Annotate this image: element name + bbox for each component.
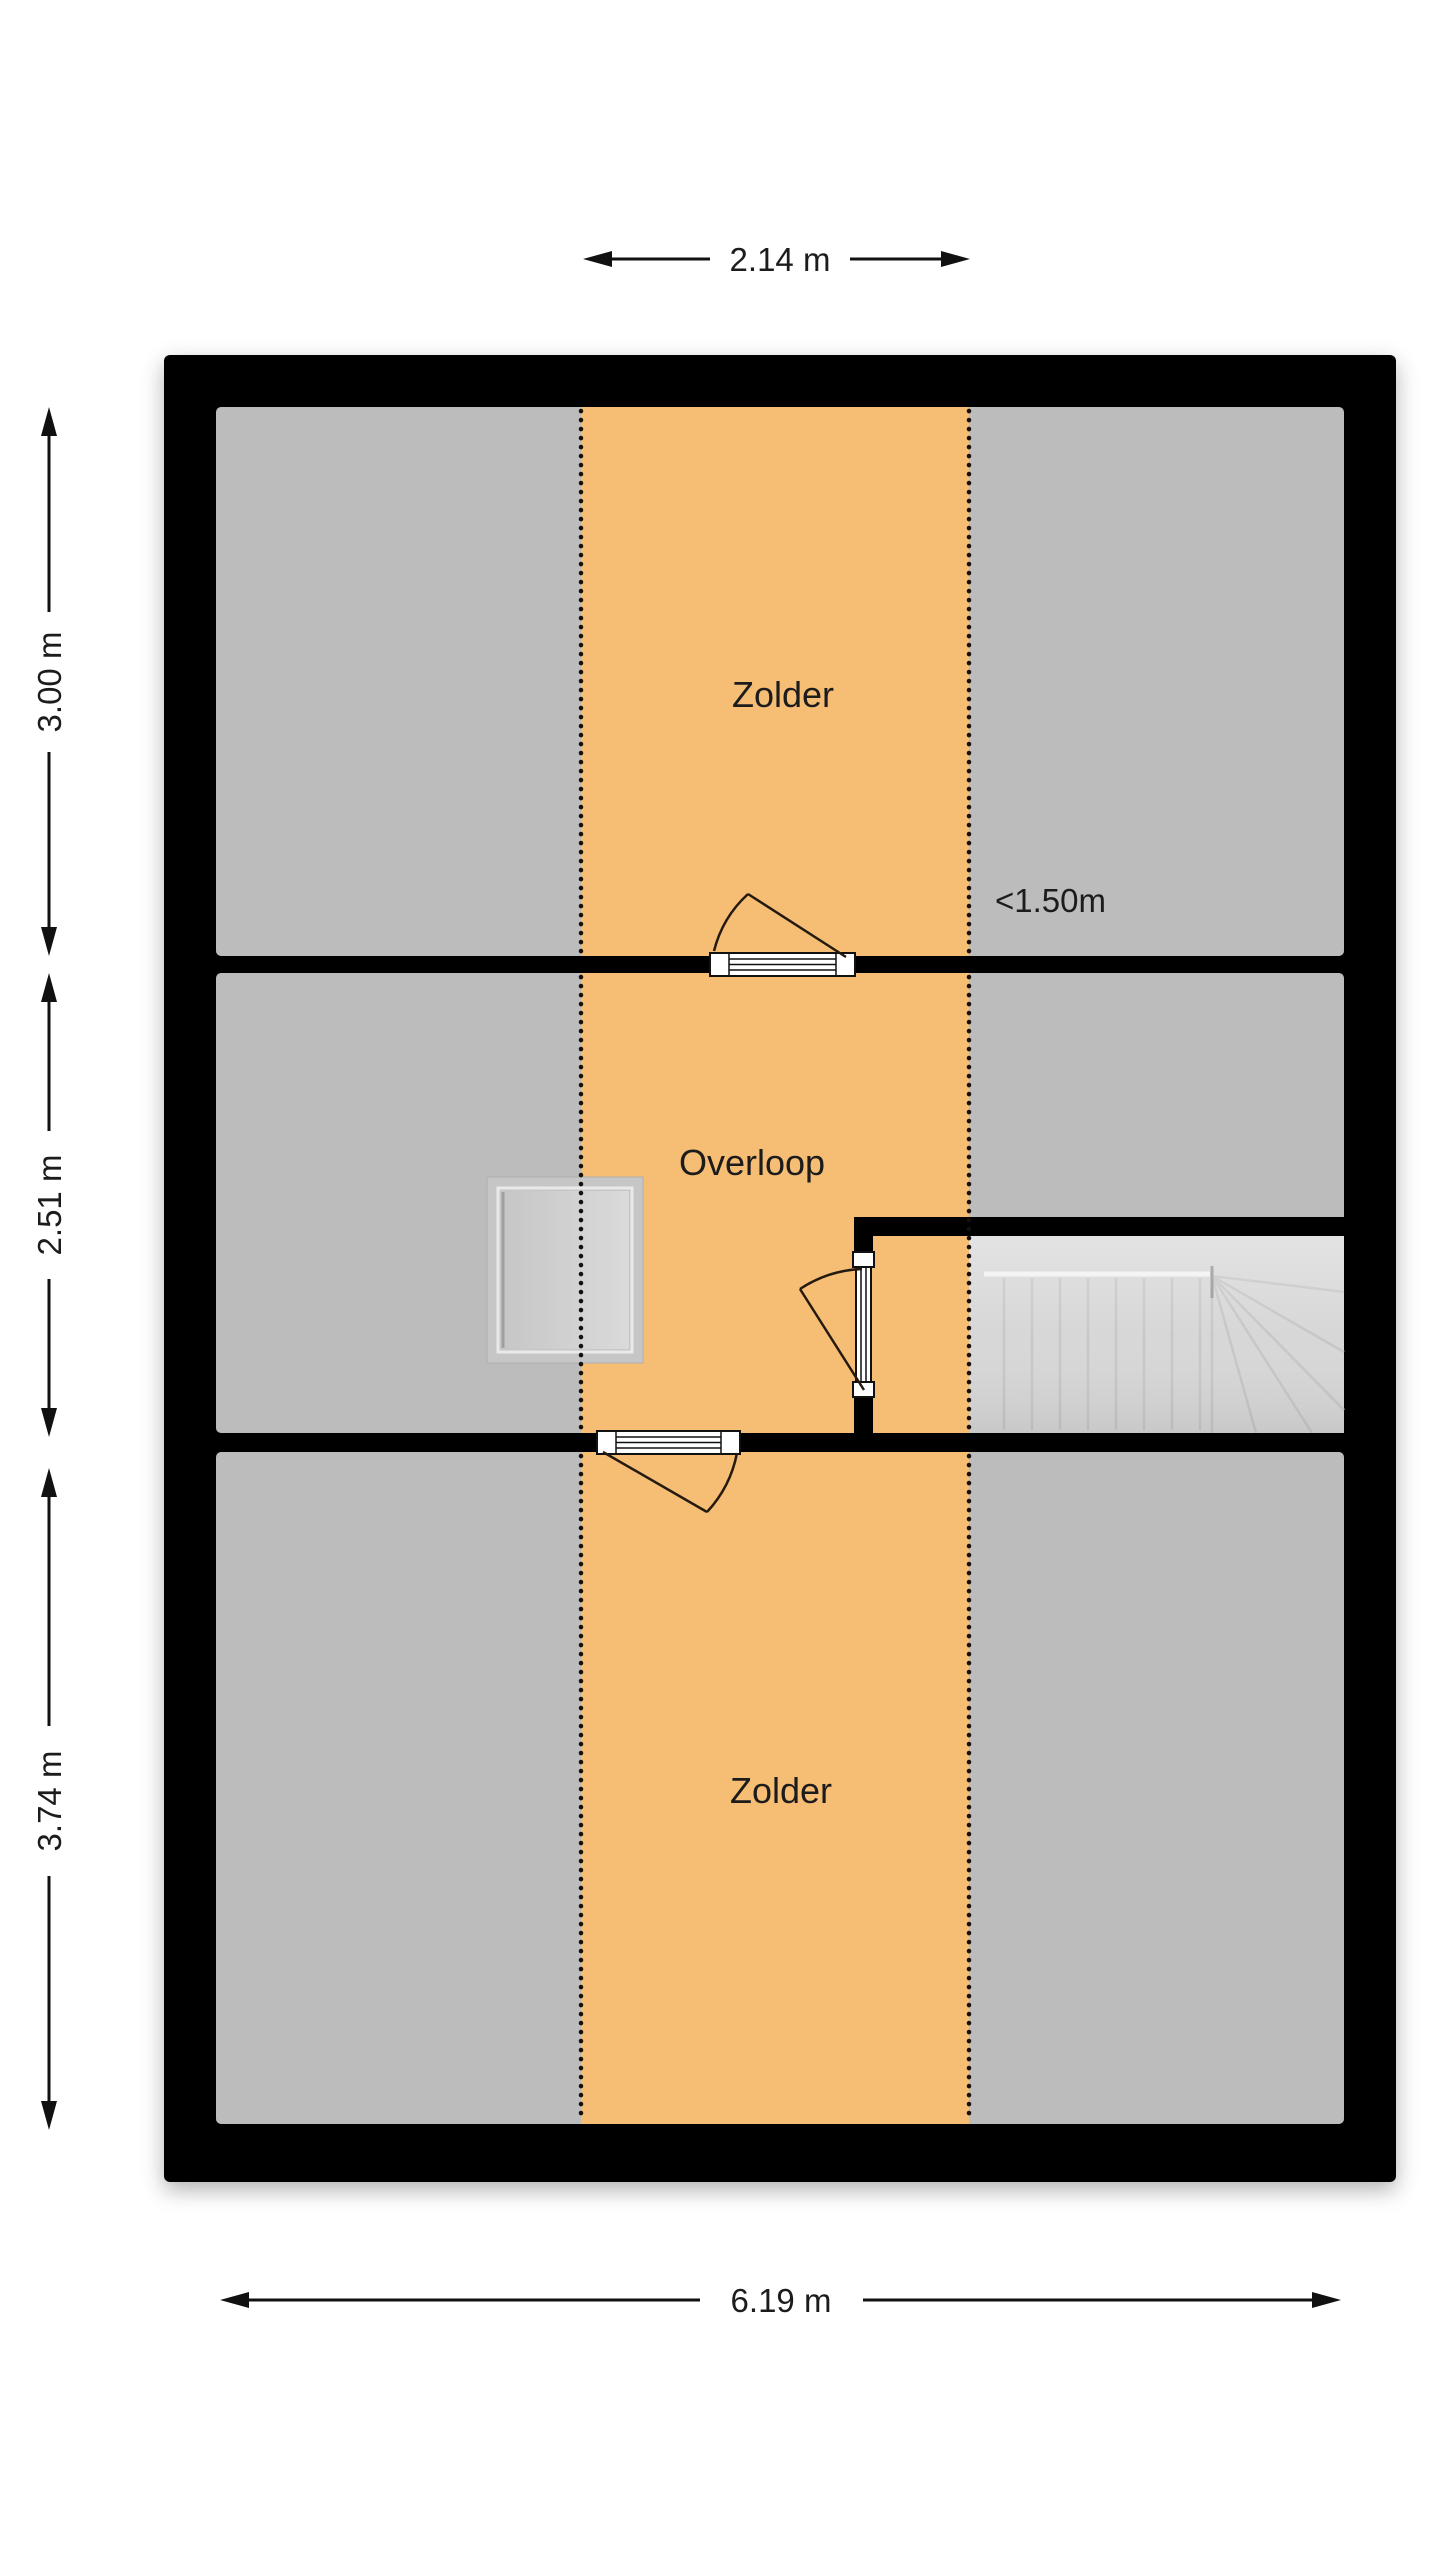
dimension-left-1-label: 3.00 m — [31, 631, 68, 733]
dimension-left-3-74 — [31, 1468, 68, 2130]
headroom-annotation: <1.50m — [995, 882, 1106, 919]
dimension-top-label: 2.14 m — [729, 241, 831, 278]
dimension-bottom — [220, 2282, 1341, 2319]
dimension-bottom-label: 6.19 m — [730, 2282, 832, 2319]
staircase — [969, 1236, 1344, 1433]
skylight-window — [487, 1177, 643, 1363]
dimension-top — [583, 241, 970, 278]
room-label-zolder-bottom: Zolder — [729, 1770, 833, 1811]
room-label-overloop: Overloop — [678, 1142, 826, 1183]
dimension-left-2-label: 2.51 m — [31, 1154, 68, 1256]
dimension-left-2-51 — [31, 973, 68, 1437]
dimension-left-3-00 — [31, 407, 68, 956]
dimension-left-3-label: 3.74 m — [31, 1750, 68, 1852]
room-label-zolder-top: Zolder — [731, 674, 835, 715]
